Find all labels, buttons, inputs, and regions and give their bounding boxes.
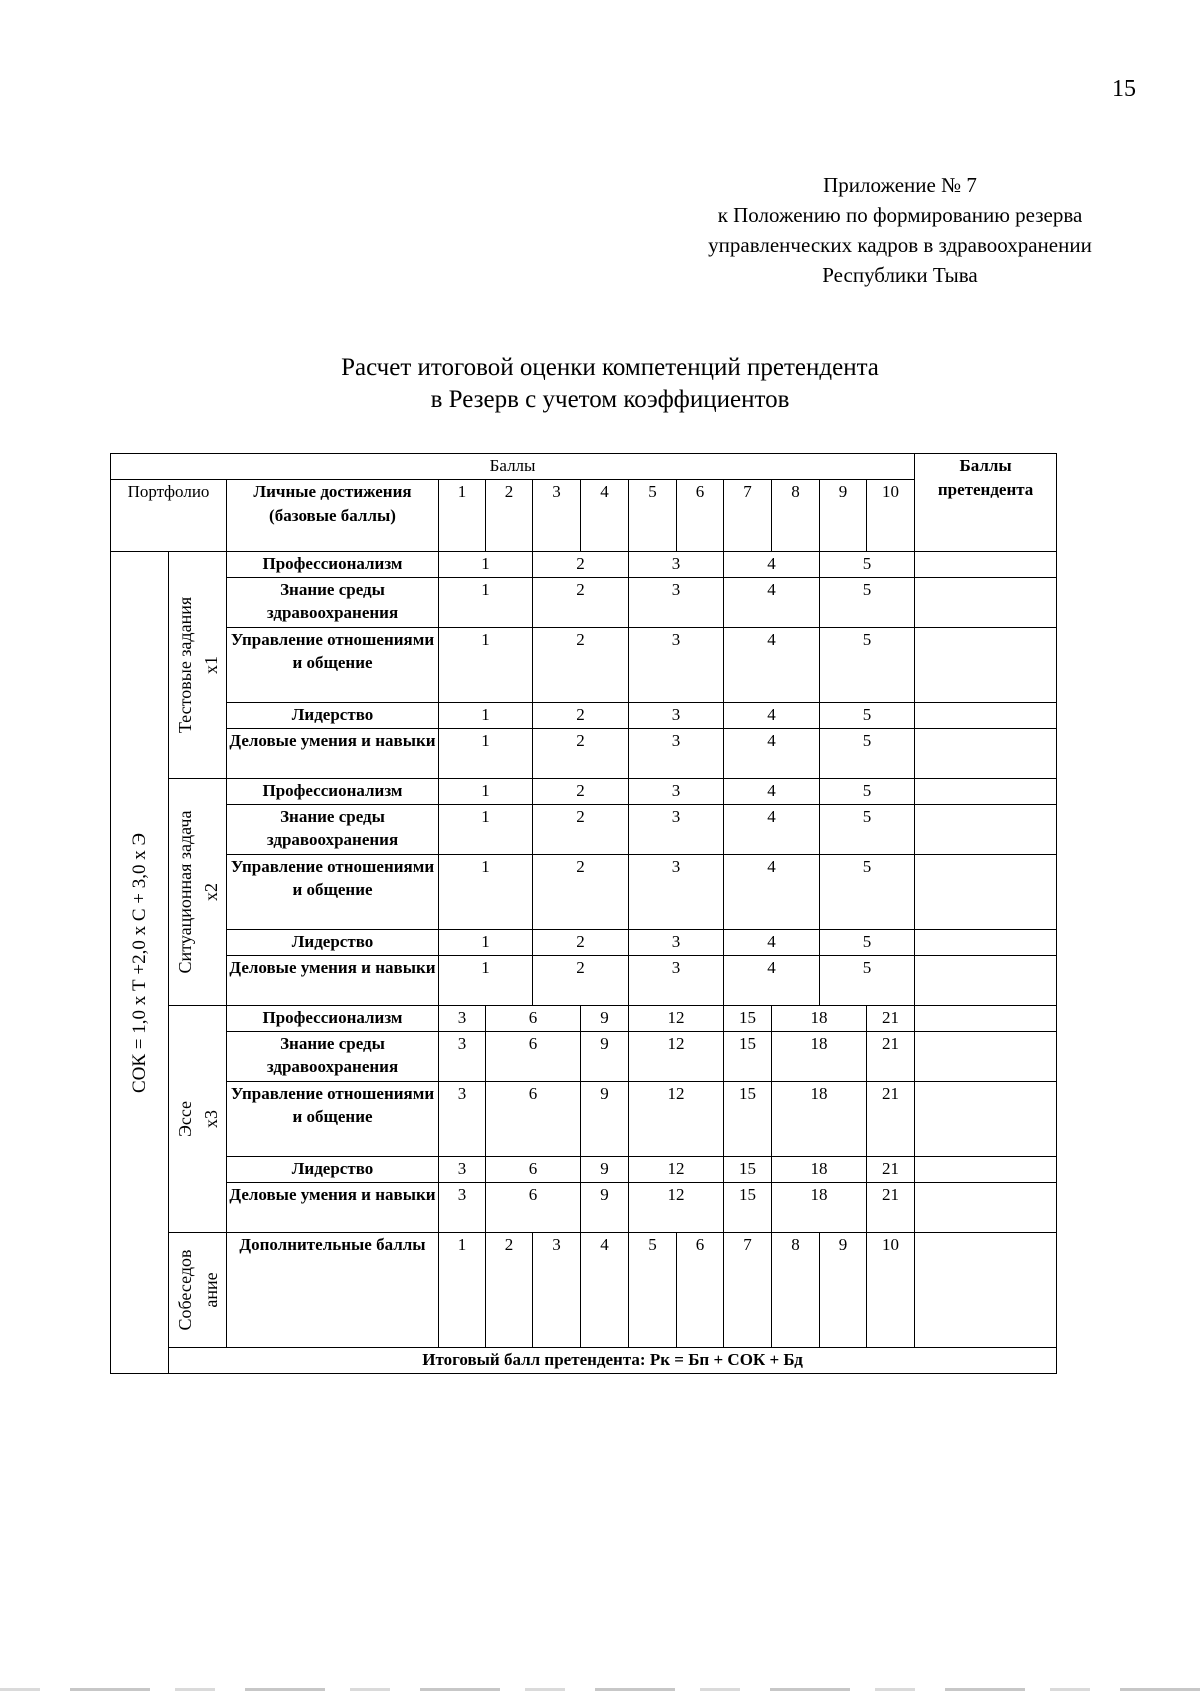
criterion: Лидерство bbox=[227, 703, 439, 729]
section-label: Ситуационная задача х2 bbox=[174, 810, 221, 974]
table-row bbox=[111, 628, 1057, 703]
table-row bbox=[111, 956, 1057, 1006]
candidate-cell bbox=[915, 1157, 1057, 1183]
candidate-cell bbox=[915, 805, 1057, 855]
score-cell: 8 bbox=[772, 1233, 820, 1348]
score-cell: 12 bbox=[629, 1032, 724, 1082]
score-cell: 9 bbox=[581, 1006, 629, 1032]
score-cell: 3 bbox=[629, 956, 724, 1006]
score-cell: 3 bbox=[629, 805, 724, 855]
criterion: Управление отношениями и общение bbox=[227, 1082, 439, 1157]
scan-artifact bbox=[0, 1688, 1200, 1691]
criterion: Лидерство bbox=[227, 1157, 439, 1183]
table-row bbox=[111, 1032, 1057, 1082]
score-col: 10 bbox=[867, 480, 915, 552]
header-candidate-scores: Баллы претендента bbox=[915, 454, 1057, 552]
score-cell: 4 bbox=[724, 779, 820, 805]
score-cell: 3 bbox=[629, 779, 724, 805]
criterion: Знание среды здравоохранения bbox=[227, 805, 439, 855]
score-cell: 5 bbox=[820, 729, 915, 779]
score-cell: 4 bbox=[724, 855, 820, 930]
appendix-line-2: к Положению по формированию резерва bbox=[717, 203, 1083, 227]
score-cell: 3 bbox=[629, 729, 724, 779]
score-cell: 1 bbox=[439, 578, 533, 628]
score-cell: 5 bbox=[820, 578, 915, 628]
candidate-cell bbox=[915, 1082, 1057, 1157]
score-cell: 5 bbox=[629, 1233, 677, 1348]
score-col: 6 bbox=[677, 480, 724, 552]
score-cell: 6 bbox=[486, 1157, 581, 1183]
score-cell: 21 bbox=[867, 1006, 915, 1032]
table-row bbox=[111, 729, 1057, 779]
table-row bbox=[111, 1233, 1057, 1348]
score-cell: 4 bbox=[724, 578, 820, 628]
score-cell: 21 bbox=[867, 1032, 915, 1082]
score-cell: 3 bbox=[629, 703, 724, 729]
score-col: 3 bbox=[533, 480, 581, 552]
score-col: 5 bbox=[629, 480, 677, 552]
document-title bbox=[250, 352, 970, 416]
score-cell: 15 bbox=[724, 1032, 772, 1082]
score-cell: 18 bbox=[772, 1183, 867, 1233]
score-cell: 1 bbox=[439, 552, 533, 578]
score-cell: 18 bbox=[772, 1082, 867, 1157]
score-cell: 9 bbox=[581, 1082, 629, 1157]
score-cell: 2 bbox=[533, 729, 629, 779]
header-scores: Баллы bbox=[111, 454, 915, 480]
table-row bbox=[111, 1183, 1057, 1233]
candidate-cell bbox=[915, 1183, 1057, 1233]
score-cell: 5 bbox=[820, 703, 915, 729]
formula-label: СОК = 1,0 х Т +2,0 х С + 3,0 х Э bbox=[128, 832, 150, 1093]
score-cell: 2 bbox=[533, 779, 629, 805]
candidate-cell bbox=[915, 1006, 1057, 1032]
score-cell: 4 bbox=[724, 552, 820, 578]
score-cell: 21 bbox=[867, 1157, 915, 1183]
criterion: Профессионализм bbox=[227, 1006, 439, 1032]
score-cell: 2 bbox=[533, 956, 629, 1006]
score-cell: 3 bbox=[629, 552, 724, 578]
section-label: Эссе х3 bbox=[174, 1100, 221, 1138]
score-cell: 4 bbox=[724, 628, 820, 703]
formula-cell bbox=[111, 552, 169, 1374]
score-cell: 4 bbox=[724, 703, 820, 729]
portfolio-label: Портфолио bbox=[111, 480, 227, 552]
candidate-cell bbox=[915, 855, 1057, 930]
criterion: Знание среды здравоохранения bbox=[227, 1032, 439, 1082]
criterion: Управление отношениями и общение bbox=[227, 855, 439, 930]
candidate-cell bbox=[915, 552, 1057, 578]
table-row bbox=[111, 703, 1057, 729]
score-cell: 1 bbox=[439, 930, 533, 956]
candidate-cell bbox=[915, 779, 1057, 805]
score-cell: 9 bbox=[581, 1183, 629, 1233]
score-cell: 3 bbox=[629, 578, 724, 628]
candidate-cell bbox=[915, 930, 1057, 956]
score-cell: 9 bbox=[581, 1032, 629, 1082]
score-cell: 15 bbox=[724, 1183, 772, 1233]
score-cell: 3 bbox=[439, 1157, 486, 1183]
score-cell: 6 bbox=[486, 1183, 581, 1233]
table-row bbox=[111, 779, 1057, 805]
score-cell: 2 bbox=[533, 703, 629, 729]
score-cell: 12 bbox=[629, 1006, 724, 1032]
score-cell: 3 bbox=[439, 1183, 486, 1233]
score-cell: 6 bbox=[486, 1006, 581, 1032]
table-row bbox=[111, 1157, 1057, 1183]
score-col: 4 bbox=[581, 480, 629, 552]
appendix-heading bbox=[640, 170, 1160, 290]
total-formula: Итоговый балл претендента: Рк = Бп + СОК + Бд bbox=[169, 1348, 1057, 1374]
score-cell: 2 bbox=[533, 628, 629, 703]
table-row bbox=[111, 578, 1057, 628]
criterion: Знание среды здравоохранения bbox=[227, 578, 439, 628]
score-cell: 2 bbox=[533, 930, 629, 956]
appendix-line-1: Приложение № 7 bbox=[823, 173, 977, 197]
candidate-cell bbox=[915, 578, 1057, 628]
candidate-cell bbox=[915, 729, 1057, 779]
criterion: Лидерство bbox=[227, 930, 439, 956]
score-cell: 5 bbox=[820, 552, 915, 578]
score-cell: 1 bbox=[439, 628, 533, 703]
score-cell: 9 bbox=[581, 1157, 629, 1183]
score-cell: 5 bbox=[820, 855, 915, 930]
section-essay bbox=[169, 1006, 227, 1233]
score-cell: 7 bbox=[724, 1233, 772, 1348]
score-cell: 3 bbox=[439, 1006, 486, 1032]
score-cell: 1 bbox=[439, 805, 533, 855]
score-cell: 6 bbox=[486, 1032, 581, 1082]
criterion: Дополнительные баллы bbox=[227, 1233, 439, 1348]
section-situational bbox=[169, 779, 227, 1006]
title-line-1: Расчет итоговой оценки компетенций претендента bbox=[341, 354, 879, 381]
score-cell: 1 bbox=[439, 855, 533, 930]
score-cell: 1 bbox=[439, 779, 533, 805]
score-cell: 12 bbox=[629, 1183, 724, 1233]
score-cell: 4 bbox=[724, 729, 820, 779]
section-interview bbox=[169, 1233, 227, 1348]
score-cell: 3 bbox=[533, 1233, 581, 1348]
criterion: Управление отношениями и общение bbox=[227, 628, 439, 703]
section-label: Тестовые задания х1 bbox=[174, 596, 221, 734]
criterion: Профессионализм bbox=[227, 779, 439, 805]
score-col: 8 bbox=[772, 480, 820, 552]
score-cell: 21 bbox=[867, 1082, 915, 1157]
score-cell: 2 bbox=[533, 805, 629, 855]
score-cell: 1 bbox=[439, 703, 533, 729]
score-cell: 2 bbox=[533, 855, 629, 930]
scoring-table bbox=[110, 453, 1057, 1374]
score-cell: 4 bbox=[724, 930, 820, 956]
score-cell: 12 bbox=[629, 1157, 724, 1183]
score-col: 1 bbox=[439, 480, 486, 552]
section-tests bbox=[169, 552, 227, 779]
table-row bbox=[111, 805, 1057, 855]
title-line-2: в Резерв с учетом коэффициентов bbox=[430, 386, 790, 413]
candidate-cell bbox=[915, 1233, 1057, 1348]
table-row bbox=[111, 552, 1057, 578]
score-cell: 1 bbox=[439, 1233, 486, 1348]
candidate-cell bbox=[915, 703, 1057, 729]
criterion: Деловые умения и навыки bbox=[227, 956, 439, 1006]
score-cell: 18 bbox=[772, 1006, 867, 1032]
score-cell: 3 bbox=[439, 1032, 486, 1082]
score-cell: 2 bbox=[533, 552, 629, 578]
score-cell: 1 bbox=[439, 729, 533, 779]
score-cell: 5 bbox=[820, 805, 915, 855]
score-cell: 5 bbox=[820, 779, 915, 805]
table-row bbox=[111, 930, 1057, 956]
score-cell: 3 bbox=[629, 930, 724, 956]
appendix-line-3: управленческих кадров в здравоохранении bbox=[708, 233, 1092, 257]
criterion: Профессионализм bbox=[227, 552, 439, 578]
candidate-cell bbox=[915, 1032, 1057, 1082]
score-cell: 5 bbox=[820, 956, 915, 1006]
score-cell: 9 bbox=[820, 1233, 867, 1348]
score-cell: 5 bbox=[820, 930, 915, 956]
score-cell: 2 bbox=[533, 578, 629, 628]
score-cell: 2 bbox=[486, 1233, 533, 1348]
score-col: 2 bbox=[486, 480, 533, 552]
personal-achievements: Личные достижения (базовые баллы) bbox=[227, 480, 439, 552]
score-cell: 6 bbox=[486, 1082, 581, 1157]
score-cell: 3 bbox=[629, 855, 724, 930]
table-row bbox=[111, 1082, 1057, 1157]
score-cell: 6 bbox=[677, 1233, 724, 1348]
table-row bbox=[111, 1006, 1057, 1032]
candidate-cell bbox=[915, 956, 1057, 1006]
score-cell: 15 bbox=[724, 1157, 772, 1183]
score-cell: 10 bbox=[867, 1233, 915, 1348]
appendix-line-4: Республики Тыва bbox=[822, 263, 978, 287]
score-cell: 1 bbox=[439, 956, 533, 1006]
score-cell: 12 bbox=[629, 1082, 724, 1157]
section-label: Собеседов ание bbox=[174, 1249, 221, 1331]
score-cell: 21 bbox=[867, 1183, 915, 1233]
score-cell: 3 bbox=[439, 1082, 486, 1157]
candidate-cell bbox=[915, 628, 1057, 703]
page-number: 15 bbox=[1112, 76, 1136, 102]
score-col: 7 bbox=[724, 480, 772, 552]
criterion: Деловые умения и навыки bbox=[227, 1183, 439, 1233]
score-cell: 3 bbox=[629, 628, 724, 703]
score-cell: 15 bbox=[724, 1006, 772, 1032]
score-cell: 4 bbox=[724, 956, 820, 1006]
criterion: Деловые умения и навыки bbox=[227, 729, 439, 779]
table-header-row bbox=[111, 454, 1057, 480]
table-row bbox=[111, 855, 1057, 930]
score-cell: 5 bbox=[820, 628, 915, 703]
score-cell: 15 bbox=[724, 1082, 772, 1157]
score-col: 9 bbox=[820, 480, 867, 552]
total-row bbox=[111, 1348, 1057, 1374]
score-cell: 18 bbox=[772, 1157, 867, 1183]
score-cell: 4 bbox=[581, 1233, 629, 1348]
score-cell: 4 bbox=[724, 805, 820, 855]
score-cell: 18 bbox=[772, 1032, 867, 1082]
